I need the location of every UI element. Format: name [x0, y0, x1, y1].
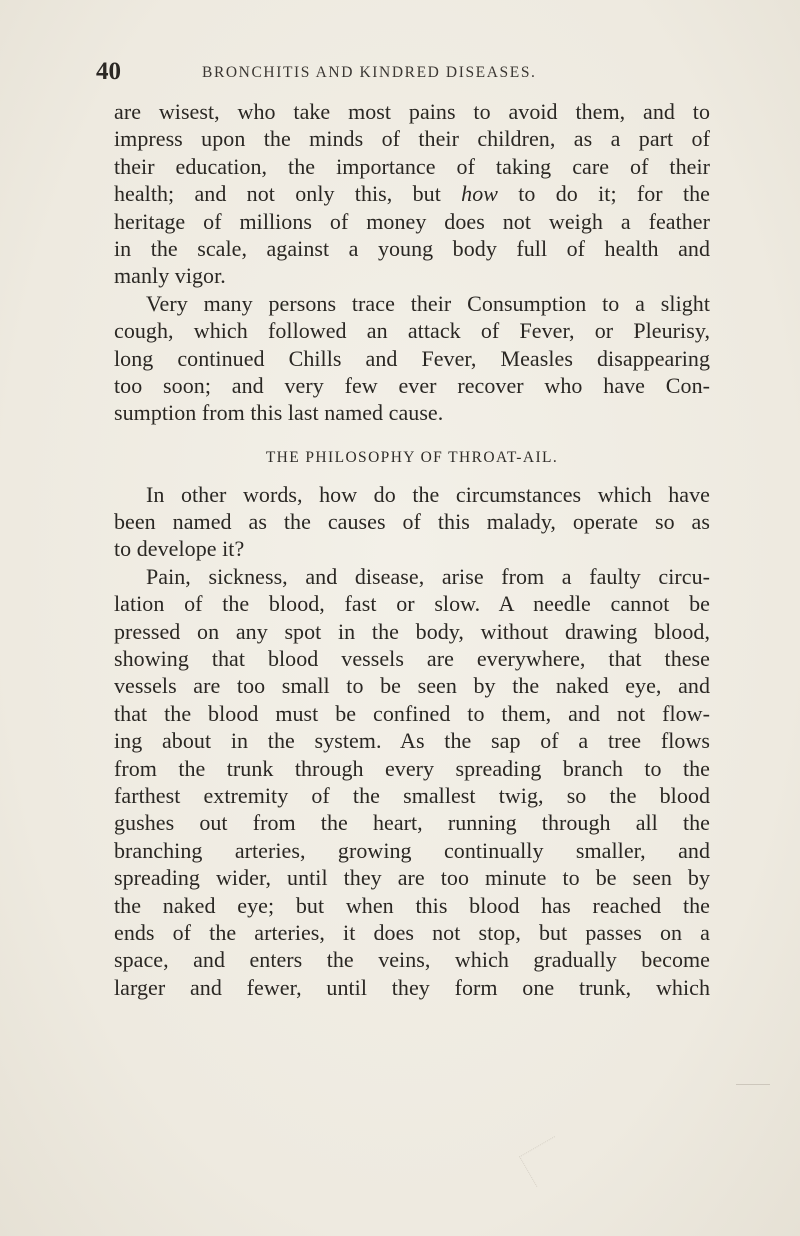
text-line: from the trunk through every spreading branch to the [114, 755, 710, 781]
text-line: gushes out from the heart, running through all the [114, 810, 710, 836]
text-segment: health; and not only this, but [114, 181, 462, 207]
text-line: are wisest, who take most pains to avoid them, and to [114, 99, 710, 124]
text-line: branching arteries, growing continually smaller, and [114, 837, 710, 863]
page-mark [519, 1136, 572, 1187]
text-line: Pain, sickness, and disease, arise from a faulty circu- [146, 563, 710, 589]
page-header [96, 58, 716, 90]
text-line: that the blood must be confined to them, and not flow- [114, 700, 710, 726]
text-line: in the scale, against a young body full of health and [114, 235, 710, 261]
text-line: larger and fewer, until they form one trunk, which [114, 974, 710, 1000]
italic-word: how [461, 181, 498, 207]
text-line: sumption from this last named cause. [114, 400, 444, 426]
text-line: cough, which followed an attack of Fever, or Pleurisy, [114, 318, 710, 344]
text-line [114, 180, 710, 207]
text-line: ends of the arteries, it does not stop, but passes on a [114, 919, 710, 945]
text-line: In other words, how do the circumstances which have [146, 481, 710, 507]
running-head: BRONCHITIS AND KINDRED DISEASES. [202, 64, 537, 81]
text-line: impress upon the minds of their children, as a part of [114, 126, 710, 152]
text-line: too soon; and very few ever recover who have Con- [114, 372, 710, 398]
body-text [114, 98, 710, 1001]
text-line: the naked eye; but when this blood has reached the [114, 892, 710, 918]
text-line: their education, the importance of taking care of their [114, 153, 710, 179]
text-line: lation of the blood, fast or slow. A needle cannot be [114, 591, 710, 617]
text-line: pressed on any spot in the body, without drawing blood, [114, 618, 710, 644]
text-line: Very many persons trace their Consumption to a slight [146, 290, 710, 316]
text-line: vessels are too small to be seen by the naked eye, and [114, 673, 710, 699]
text-line: space, and enters the veins, which gradually become [114, 947, 710, 973]
text-line: long continued Chills and Fever, Measles disappearing [114, 345, 710, 371]
text-line: farthest extremity of the smallest twig, so the blood [114, 782, 710, 808]
text-line: showing that blood vessels are everywhere, that these [114, 646, 710, 672]
text-line: ing about in the system. As the sap of a tree flows [114, 728, 710, 754]
text-segment: to do it; for the [497, 181, 710, 207]
text-line: manly vigor. [114, 263, 226, 289]
text-line: spreading wider, until they are too minute to be seen by [114, 865, 710, 891]
section-heading: THE PHILOSOPHY OF THROAT-AIL. [265, 448, 559, 466]
text-line: to develope it? [114, 536, 245, 562]
page-mark [736, 1084, 770, 1093]
page-number: 40 [96, 58, 121, 85]
text-line: been named as the causes of this malady, operate so as [114, 509, 710, 535]
text-line: heritage of millions of money does not weigh a feather [114, 208, 710, 234]
